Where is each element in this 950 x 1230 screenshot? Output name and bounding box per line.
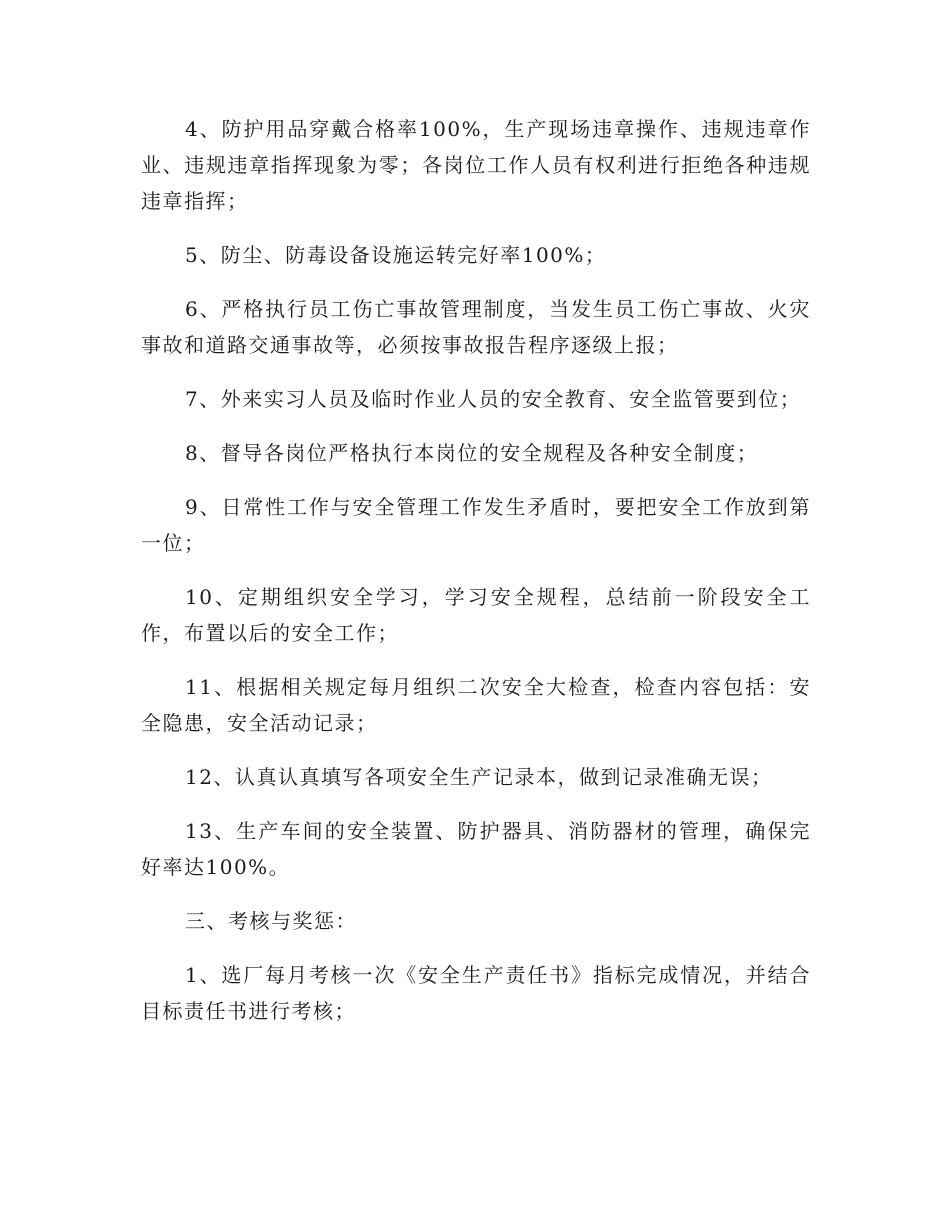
paragraph-item-9: 9、日常性工作与安全管理工作发生矛盾时，要把安全工作放到第一位； — [141, 495, 811, 555]
paragraph-assessment-item-1: 1、选厂每月考核一次《安全生产责任书》指标完成情况，并结合目标责任书进行考核； — [141, 963, 811, 1023]
paragraph-item-7: 7、外来实习人员及临时作业人员的安全教育、安全监管要到位； — [185, 387, 802, 411]
paragraph-item-10: 10、定期组织安全学习，学习安全规程，总结前一阶段安全工作，布置以后的安全工作； — [141, 585, 811, 645]
paragraph-item-12: 12、认真认真填写各项安全生产记录本，做到记录准确无误； — [185, 765, 773, 789]
paragraph-item-8: 8、督导各岗位严格执行本岗位的安全规程及各种安全制度； — [185, 441, 759, 465]
paragraph-item-4: 4、防护用品穿戴合格率100%，生产现场违章操作、违规违章作业、违规违章指挥现象为零；各岗位工作人员有权利进行拒绝各种违规违章指挥； — [141, 117, 811, 213]
section-heading-assessment: 三、考核与奖惩： — [185, 909, 357, 933]
paragraph-item-6: 6、严格执行员工伤亡事故管理制度，当发生员工伤亡事故、火灾事故和道路交通事故等，必须按事故报告程序逐级上报； — [141, 297, 811, 357]
paragraph-item-11: 11、根据相关规定每月组织二次安全大检查，检查内容包括：安全隐患，安全活动记录； — [141, 675, 811, 735]
paragraph-item-5: 5、防尘、防毒设备设施运转完好率100%； — [185, 243, 607, 267]
paragraph-item-13: 13、生产车间的安全装置、防护器具、消防器材的管理，确保完好率达100%。 — [141, 819, 811, 879]
document-body — [141, 111, 811, 1047]
